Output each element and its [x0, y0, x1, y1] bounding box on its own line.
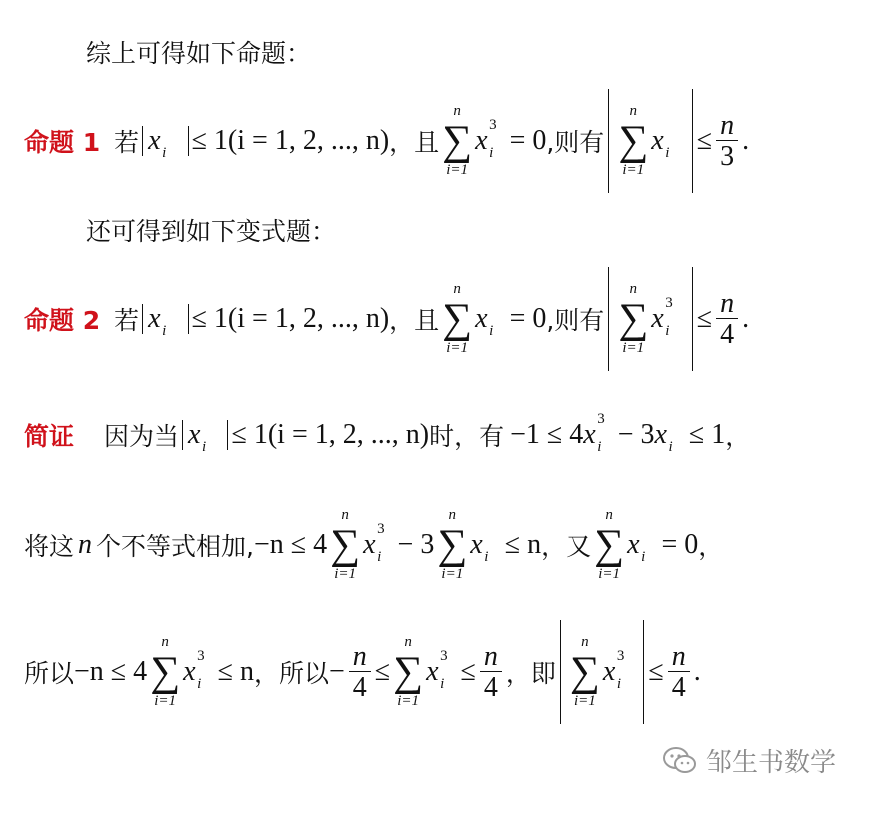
line5-n: n	[78, 529, 93, 560]
line5-end: ，	[698, 532, 724, 561]
prop1-abs-x: x i	[142, 126, 188, 157]
line6-t1: 所以	[24, 659, 75, 688]
proposition-1-label: 命题 1	[24, 128, 101, 157]
proof-end: ，	[725, 422, 751, 451]
line5-t2: 个不等式相加,	[96, 532, 254, 561]
prop2-condition: ≤ 1(i = 1, 2, ..., n)	[191, 303, 390, 334]
line6-sum-1: n ∑ i=1	[150, 634, 181, 709]
prop2-abs-sum: n ∑ i=1 x 3 i	[608, 267, 692, 371]
line5-sum-1: n ∑ i=1	[330, 507, 361, 582]
line5-x-cubed: x 3 i	[363, 521, 385, 565]
prop1-fraction: $\frac{n}{3}$	[716, 112, 738, 171]
intro-line-2	[86, 212, 336, 248]
proof-line	[24, 410, 750, 460]
line5-b: − 3	[397, 529, 435, 560]
line5-t1: 将这	[24, 532, 75, 561]
line6-sum-2: n ∑ i=1	[393, 634, 424, 709]
line6-x-cubed-2: x 3 i	[426, 648, 448, 692]
proof-label: 简证	[24, 422, 75, 451]
line6-b: ≤ n	[217, 656, 254, 687]
proof-x: x i	[654, 419, 673, 455]
line5-t3: ，又	[541, 532, 592, 561]
line6-t2: ，所以	[253, 659, 329, 688]
prop2-abs-x: x i	[142, 304, 188, 335]
prop2-sum-1: n ∑ i=1	[442, 281, 473, 356]
wechat-icon	[662, 746, 698, 776]
proof-ineq-c: ≤ 1	[688, 419, 726, 450]
proof-line-3	[24, 617, 701, 727]
proposition-2	[24, 264, 749, 374]
intro-text-2: 还可得到如下变式题：	[86, 217, 337, 246]
prop1-and: ，且	[389, 128, 440, 157]
prop1-eq0: = 0	[509, 125, 547, 156]
prop2-if: 若	[114, 306, 140, 335]
prop1-sum-1: n ∑ i=1	[442, 103, 473, 178]
line6-x-cubed: x 3 i	[183, 648, 205, 692]
line6-abs-sum: n ∑ i=1 x 3 i	[560, 620, 644, 724]
prop2-fraction: $\frac{n}{4}$	[716, 290, 738, 349]
line6-end: .	[693, 656, 701, 687]
watermark-text: 邹生书数学	[706, 748, 837, 778]
prop2-x: x i	[475, 303, 494, 339]
proposition-2-label: 命题 2	[24, 306, 101, 335]
line6-fraction-3: $\frac{n}{4}$	[668, 643, 690, 702]
line6-t3: ，即	[505, 659, 556, 688]
prop1-abs-sum: n ∑ i=1 x i	[608, 89, 692, 193]
line6-a: −n ≤ 4	[74, 656, 148, 687]
prop2-and: ，且	[389, 306, 440, 335]
intro-line-1	[86, 34, 311, 70]
prop2-end: .	[742, 303, 750, 334]
proof-ineq-a: −1 ≤ 4	[510, 419, 584, 450]
prop1-end: .	[742, 125, 750, 156]
proof-ineq-b: − 3	[617, 419, 655, 450]
line5-a: −n ≤ 4	[253, 529, 328, 560]
proof-t1: 因为当	[104, 422, 180, 451]
line6-le1: ≤	[374, 656, 391, 687]
intro-text-1: 综上可得如下命题：	[86, 39, 312, 68]
line6-le3: ≤	[648, 656, 664, 687]
prop1-condition: ≤ 1(i = 1, 2, ..., n)	[191, 125, 390, 156]
proof-condition: ≤ 1(i = 1, 2, ..., n)	[231, 419, 430, 450]
line6-fraction-1: $\frac{n}{4}$	[349, 643, 371, 702]
prop1-if: 若	[114, 128, 140, 157]
line6-minus: −	[328, 656, 345, 687]
prop2-le: ≤	[696, 303, 713, 334]
line5-sum-3: n ∑ i=1	[594, 507, 625, 582]
prop1-x-cubed: x 3 i	[475, 117, 497, 161]
line5-sum-2: n ∑ i=1	[437, 507, 468, 582]
line5-x: x i	[470, 529, 489, 565]
prop2-eq0: = 0	[509, 303, 547, 334]
line6-le2: ≤	[460, 656, 476, 687]
prop2-then: ,则有	[546, 306, 605, 335]
line5-c: ≤ n	[504, 529, 542, 560]
line6-fraction-2: $\frac{n}{4}$	[480, 643, 502, 702]
prop1-then: ,则有	[546, 128, 605, 157]
line5-x-2: x i	[627, 529, 646, 565]
proof-t2: 时，有	[429, 422, 505, 451]
line5-d: = 0	[661, 529, 699, 560]
proof-abs-x: x i	[182, 420, 228, 451]
prop1-le: ≤	[696, 125, 713, 156]
proposition-1	[24, 86, 749, 196]
proof-x-cubed: x 3 i	[583, 411, 605, 455]
watermark	[662, 742, 836, 779]
proof-line-2	[24, 495, 723, 595]
